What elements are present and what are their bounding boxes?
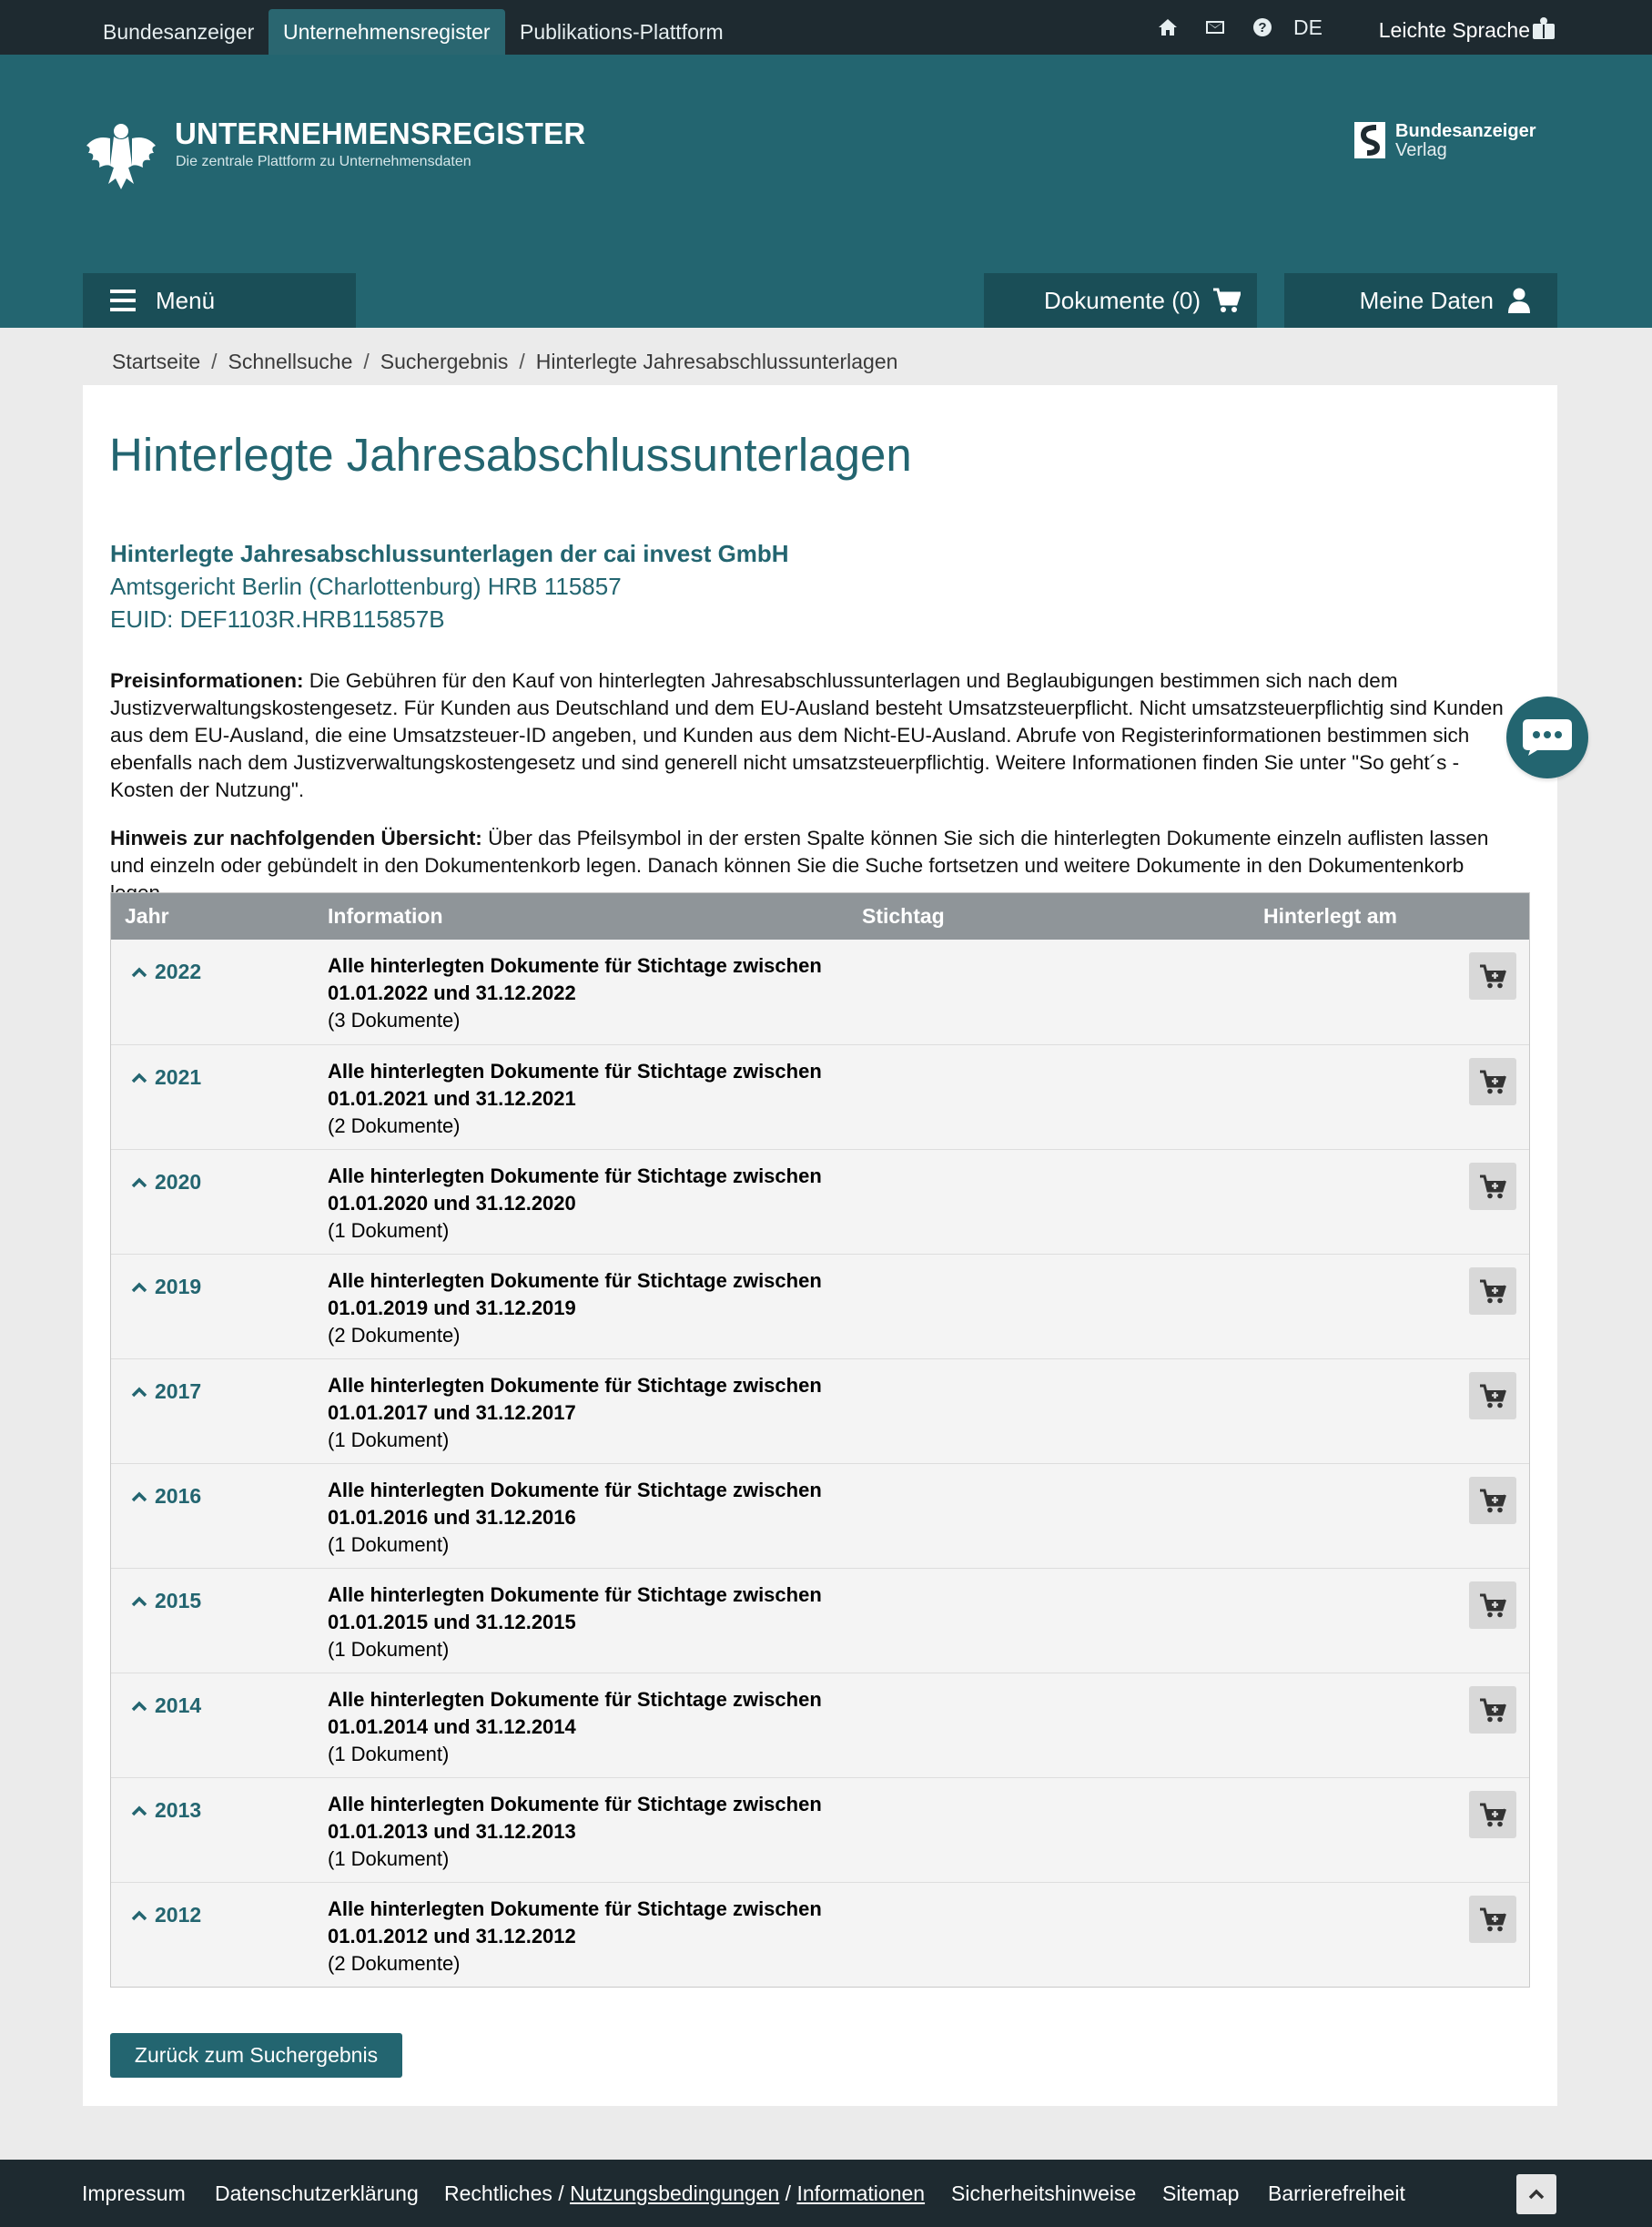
bundesanzeiger-logo-icon[interactable] — [1354, 122, 1385, 158]
column-header-jahr: Jahr — [125, 904, 169, 928]
info-line: Alle hinterlegten Dokumente für Stichtage zwischen — [328, 1269, 822, 1292]
document-count: (2 Dokumente) — [328, 1114, 461, 1137]
chevron-up-icon — [131, 1073, 147, 1083]
cart-plus-icon — [1479, 1069, 1506, 1094]
table-row — [111, 1882, 1529, 1987]
cart-plus-icon — [1479, 1383, 1506, 1408]
help-icon[interactable] — [1239, 0, 1286, 55]
table-row — [111, 1044, 1529, 1149]
breadcrumb-suchergebnis[interactable]: Suchergebnis — [380, 350, 509, 373]
document-count: (2 Dokumente) — [328, 1952, 461, 1975]
chevron-up-icon — [131, 1282, 147, 1293]
menu-label: Menü — [156, 286, 216, 314]
add-to-basket-button[interactable] — [1469, 1896, 1516, 1943]
info-date-range: 01.01.2016 und 31.12.2016 — [328, 1506, 576, 1529]
add-to-basket-button[interactable] — [1469, 1581, 1516, 1629]
info-date-range: 01.01.2022 und 31.12.2022 — [328, 981, 576, 1004]
info-line: Alle hinterlegten Dokumente für Stichtage zwischen — [328, 1793, 822, 1815]
expand-year-toggle[interactable] — [131, 1798, 201, 1823]
documents-label: Dokumente (0) — [1044, 286, 1201, 314]
year-label: 2016 — [155, 1484, 202, 1508]
table-row — [111, 1568, 1529, 1673]
document-count: (1 Dokument) — [328, 1429, 450, 1451]
chat-button[interactable] — [1506, 697, 1588, 778]
chevron-up-icon — [131, 967, 147, 978]
info-date-range: 01.01.2015 und 31.12.2015 — [328, 1611, 576, 1633]
tab-publikations-plattform[interactable]: Publikations-Plattform — [520, 20, 724, 44]
table-row — [111, 1149, 1529, 1254]
document-count: (1 Dokument) — [328, 1743, 450, 1765]
add-to-basket-button[interactable] — [1469, 1267, 1516, 1315]
chevron-up-icon — [131, 1596, 147, 1607]
year-label: 2017 — [155, 1379, 202, 1403]
expand-year-toggle[interactable] — [131, 1275, 201, 1299]
info-date-range: 01.01.2020 und 31.12.2020 — [328, 1192, 576, 1215]
shopping-cart-icon — [1213, 288, 1241, 313]
document-info — [328, 1267, 822, 1349]
hamburger-icon — [110, 289, 136, 312]
tab-unternehmensregister[interactable]: Unternehmensregister — [269, 9, 505, 55]
add-to-basket-button[interactable] — [1469, 952, 1516, 1000]
chevron-up-icon — [131, 1177, 147, 1188]
add-to-basket-button[interactable] — [1469, 1058, 1516, 1105]
chat-bubble-icon — [1523, 719, 1572, 756]
chevron-up-icon — [131, 1805, 147, 1816]
table-row — [111, 1358, 1529, 1463]
info-date-range: 01.01.2013 und 31.12.2013 — [328, 1820, 576, 1843]
expand-year-toggle[interactable] — [131, 1065, 201, 1090]
svg-text:?: ? — [1258, 20, 1267, 36]
footer-separator: / — [785, 2181, 792, 2205]
expand-year-toggle[interactable] — [131, 1903, 201, 1927]
document-info — [328, 1686, 822, 1768]
document-count: (1 Dokument) — [328, 1533, 450, 1556]
chevron-up-icon — [131, 1701, 147, 1712]
hint-label: Hinweis zur nachfolgenden Übersicht: — [110, 827, 482, 849]
brand-title[interactable]: UNTERNEHMENSREGISTER — [175, 117, 586, 150]
top-navigation-bar — [0, 0, 1652, 55]
footer-rechtliches[interactable]: Rechtliches — [444, 2181, 552, 2205]
documents-table — [110, 892, 1530, 1988]
price-info-text: Die Gebühren für den Kauf von hinterlegten Jahresabschlussunterlagen und Beglaubigungen bestimmen sich nach dem Justizverwaltungskostengesetz. Für Kunden aus Deutschland und dem EU-Ausland besteht Umsatzsteuerpflicht. Nicht umsatzsteuerpflichtig sind Kunden aus dem EU-Ausland, die eine Umsatzsteuer-ID angeben, und Kunden aus dem Nicht-EU-Ausland. Abrufe von Registerinformationen bestimmen sich ebenfalls nach dem Justizverwaltungskostengesetz und sind generell nicht umsatzsteuerpflichtig. Weitere Informationen finden Sie unter "So geht´s - Kosten der Nutzung". — [110, 669, 1504, 801]
cart-plus-icon — [1479, 1488, 1506, 1513]
table-row — [111, 1673, 1529, 1777]
info-line: Alle hinterlegten Dokumente für Stichtage zwischen — [328, 954, 822, 977]
hint-text: Über das Pfeilsymbol in der ersten Spalte können Sie sich die hinterlegten Dokumente einzeln auflisten lassen und einzeln oder gebündelt in den Dokumentenkorb legen. Danach können Sie die Suche fortsetzen und weitere Dokumente in den Dokumentenkorb — [110, 827, 1489, 877]
table-row — [111, 1254, 1529, 1358]
add-to-basket-button[interactable] — [1469, 1163, 1516, 1210]
page-title: Hinterlegte Jahresabschlussunterlagen — [109, 429, 912, 481]
company-heading: Hinterlegte Jahresabschlussunterlagen der cai invest GmbH — [110, 540, 789, 567]
cart-plus-icon — [1479, 1697, 1506, 1723]
year-label: 2015 — [155, 1589, 202, 1612]
footer-sicherheitshinweise[interactable]: Sicherheitshinweise — [951, 2181, 1137, 2205]
year-label: 2013 — [155, 1798, 202, 1822]
document-info — [328, 1372, 822, 1454]
info-line: Alle hinterlegten Dokumente für Stichtage zwischen — [328, 1374, 822, 1397]
document-info — [328, 1896, 822, 1978]
table-row — [111, 1463, 1529, 1568]
mail-icon[interactable] — [1191, 0, 1239, 55]
chevron-up-icon — [131, 1491, 147, 1502]
top-icon-group — [1144, 0, 1341, 55]
table-row — [111, 1777, 1529, 1882]
document-info — [328, 1477, 822, 1559]
tab-bundesanzeiger[interactable]: Bundesanzeiger — [103, 20, 255, 44]
breadcrumb-startseite[interactable]: Startseite — [112, 350, 201, 373]
info-line: Alle hinterlegten Dokumente für Stichtage zwischen — [328, 1060, 822, 1083]
chevron-up-icon — [131, 1910, 147, 1921]
document-info — [328, 1581, 822, 1663]
expand-year-toggle[interactable] — [131, 1693, 201, 1718]
my-data-button[interactable] — [1284, 273, 1557, 328]
home-icon[interactable] — [1144, 0, 1191, 55]
price-information — [110, 667, 1512, 804]
cart-plus-icon — [1479, 1907, 1506, 1932]
info-date-range: 01.01.2021 und 31.12.2021 — [328, 1087, 576, 1110]
partner-suffix: Verlag — [1395, 140, 1447, 160]
chevron-up-icon — [1528, 2189, 1545, 2200]
document-count: (3 Dokumente) — [328, 1009, 461, 1032]
info-line: Alle hinterlegten Dokumente für Stichtage zwischen — [328, 1164, 822, 1187]
leichte-sprache-link[interactable]: Leichte Sprache — [1378, 18, 1530, 42]
cart-plus-icon — [1479, 963, 1506, 989]
add-to-basket-button[interactable] — [1469, 1372, 1516, 1419]
price-info-label: Preisinformationen: — [110, 669, 304, 692]
expand-year-toggle[interactable] — [131, 1484, 201, 1509]
add-to-basket-button[interactable] — [1469, 1791, 1516, 1838]
breadcrumb: Startseite / Schnellsuche / Suchergebnis / Hinterlegte Jahresabschlussunterlagen — [112, 350, 898, 373]
scroll-to-top-button[interactable] — [1516, 2174, 1556, 2214]
company-euid: EUID: DEF1103R.HRB115857B — [110, 605, 445, 633]
footer-informationen[interactable]: Informationen — [796, 2181, 926, 2205]
back-to-results-button[interactable]: Zurück zum Suchergebnis — [110, 2033, 402, 2078]
language-switch[interactable]: DE — [1293, 15, 1323, 39]
partner-name: Bundesanzeiger — [1395, 121, 1536, 141]
add-to-basket-button[interactable] — [1469, 1686, 1516, 1734]
year-label: 2012 — [155, 1903, 202, 1927]
expand-year-toggle[interactable] — [131, 960, 201, 984]
table-header — [111, 893, 1529, 940]
info-date-range: 01.01.2019 und 31.12.2019 — [328, 1297, 576, 1319]
footer-legal-group — [444, 2160, 925, 2227]
brand-subtitle: Die zentrale Plattform zu Unternehmensdaten — [176, 154, 471, 169]
document-count: (1 Dokument) — [328, 1847, 450, 1870]
site-footer — [0, 2160, 1652, 2227]
document-count: (1 Dokument) — [328, 1219, 450, 1242]
document-count: (2 Dokumente) — [328, 1324, 461, 1347]
column-header-stichtag: Stichtag — [862, 904, 945, 928]
cart-plus-icon — [1479, 1174, 1506, 1199]
footer-impressum[interactable]: Impressum — [82, 2181, 186, 2205]
my-data-label: Meine Daten — [1359, 286, 1494, 314]
add-to-basket-button[interactable] — [1469, 1477, 1516, 1524]
expand-year-toggle[interactable] — [131, 1170, 201, 1195]
year-label: 2020 — [155, 1170, 202, 1194]
menu-button[interactable] — [83, 273, 356, 328]
info-line: Alle hinterlegten Dokumente für Stichtage zwischen — [328, 1688, 822, 1711]
document-info — [328, 1058, 822, 1140]
footer-nutzungsbedingungen[interactable]: Nutzungsbedingungen — [570, 2181, 780, 2205]
document-info — [328, 1791, 822, 1873]
breadcrumb-current: Hinterlegte Jahresabschlussunterlagen — [535, 350, 898, 373]
year-label: 2021 — [155, 1065, 202, 1089]
expand-year-toggle[interactable] — [131, 1379, 201, 1404]
document-info — [328, 952, 822, 1034]
year-label: 2019 — [155, 1275, 202, 1298]
table-row — [111, 940, 1529, 1044]
register-court: Amtsgericht Berlin (Charlottenburg) HRB 115857 — [110, 573, 622, 600]
expand-year-toggle[interactable] — [131, 1589, 201, 1613]
year-label: 2022 — [155, 960, 202, 983]
breadcrumb-schnellsuche[interactable]: Schnellsuche — [228, 350, 353, 373]
info-date-range: 01.01.2012 und 31.12.2012 — [328, 1925, 576, 1947]
document-info — [328, 1163, 822, 1245]
cart-plus-icon — [1479, 1592, 1506, 1618]
info-line: Alle hinterlegten Dokumente für Stichtage zwischen — [328, 1897, 822, 1920]
documents-basket-button[interactable] — [984, 273, 1257, 328]
chevron-up-icon — [131, 1387, 147, 1398]
cart-plus-icon — [1479, 1278, 1506, 1304]
info-line: Alle hinterlegten Dokumente für Stichtage zwischen — [328, 1479, 822, 1501]
footer-datenschutz[interactable]: Datenschutzerklärung — [215, 2181, 419, 2205]
footer-barrierefreiheit[interactable]: Barrierefreiheit — [1268, 2181, 1405, 2205]
footer-sitemap[interactable]: Sitemap — [1162, 2181, 1240, 2205]
year-label: 2014 — [155, 1693, 202, 1717]
cart-plus-icon — [1479, 1802, 1506, 1827]
book-icon — [1532, 16, 1556, 40]
column-header-information: Information — [328, 904, 443, 928]
eagle-logo-icon[interactable] — [83, 118, 159, 195]
info-date-range: 01.01.2014 und 31.12.2014 — [328, 1715, 576, 1738]
column-header-hinterlegt-am: Hinterlegt am — [1263, 904, 1397, 928]
info-date-range: 01.01.2017 und 31.12.2017 — [328, 1401, 576, 1424]
footer-separator: / — [558, 2181, 564, 2205]
user-icon — [1508, 288, 1530, 313]
document-count: (1 Dokument) — [328, 1638, 450, 1661]
info-line: Alle hinterlegten Dokumente für Stichtage zwischen — [328, 1583, 822, 1606]
